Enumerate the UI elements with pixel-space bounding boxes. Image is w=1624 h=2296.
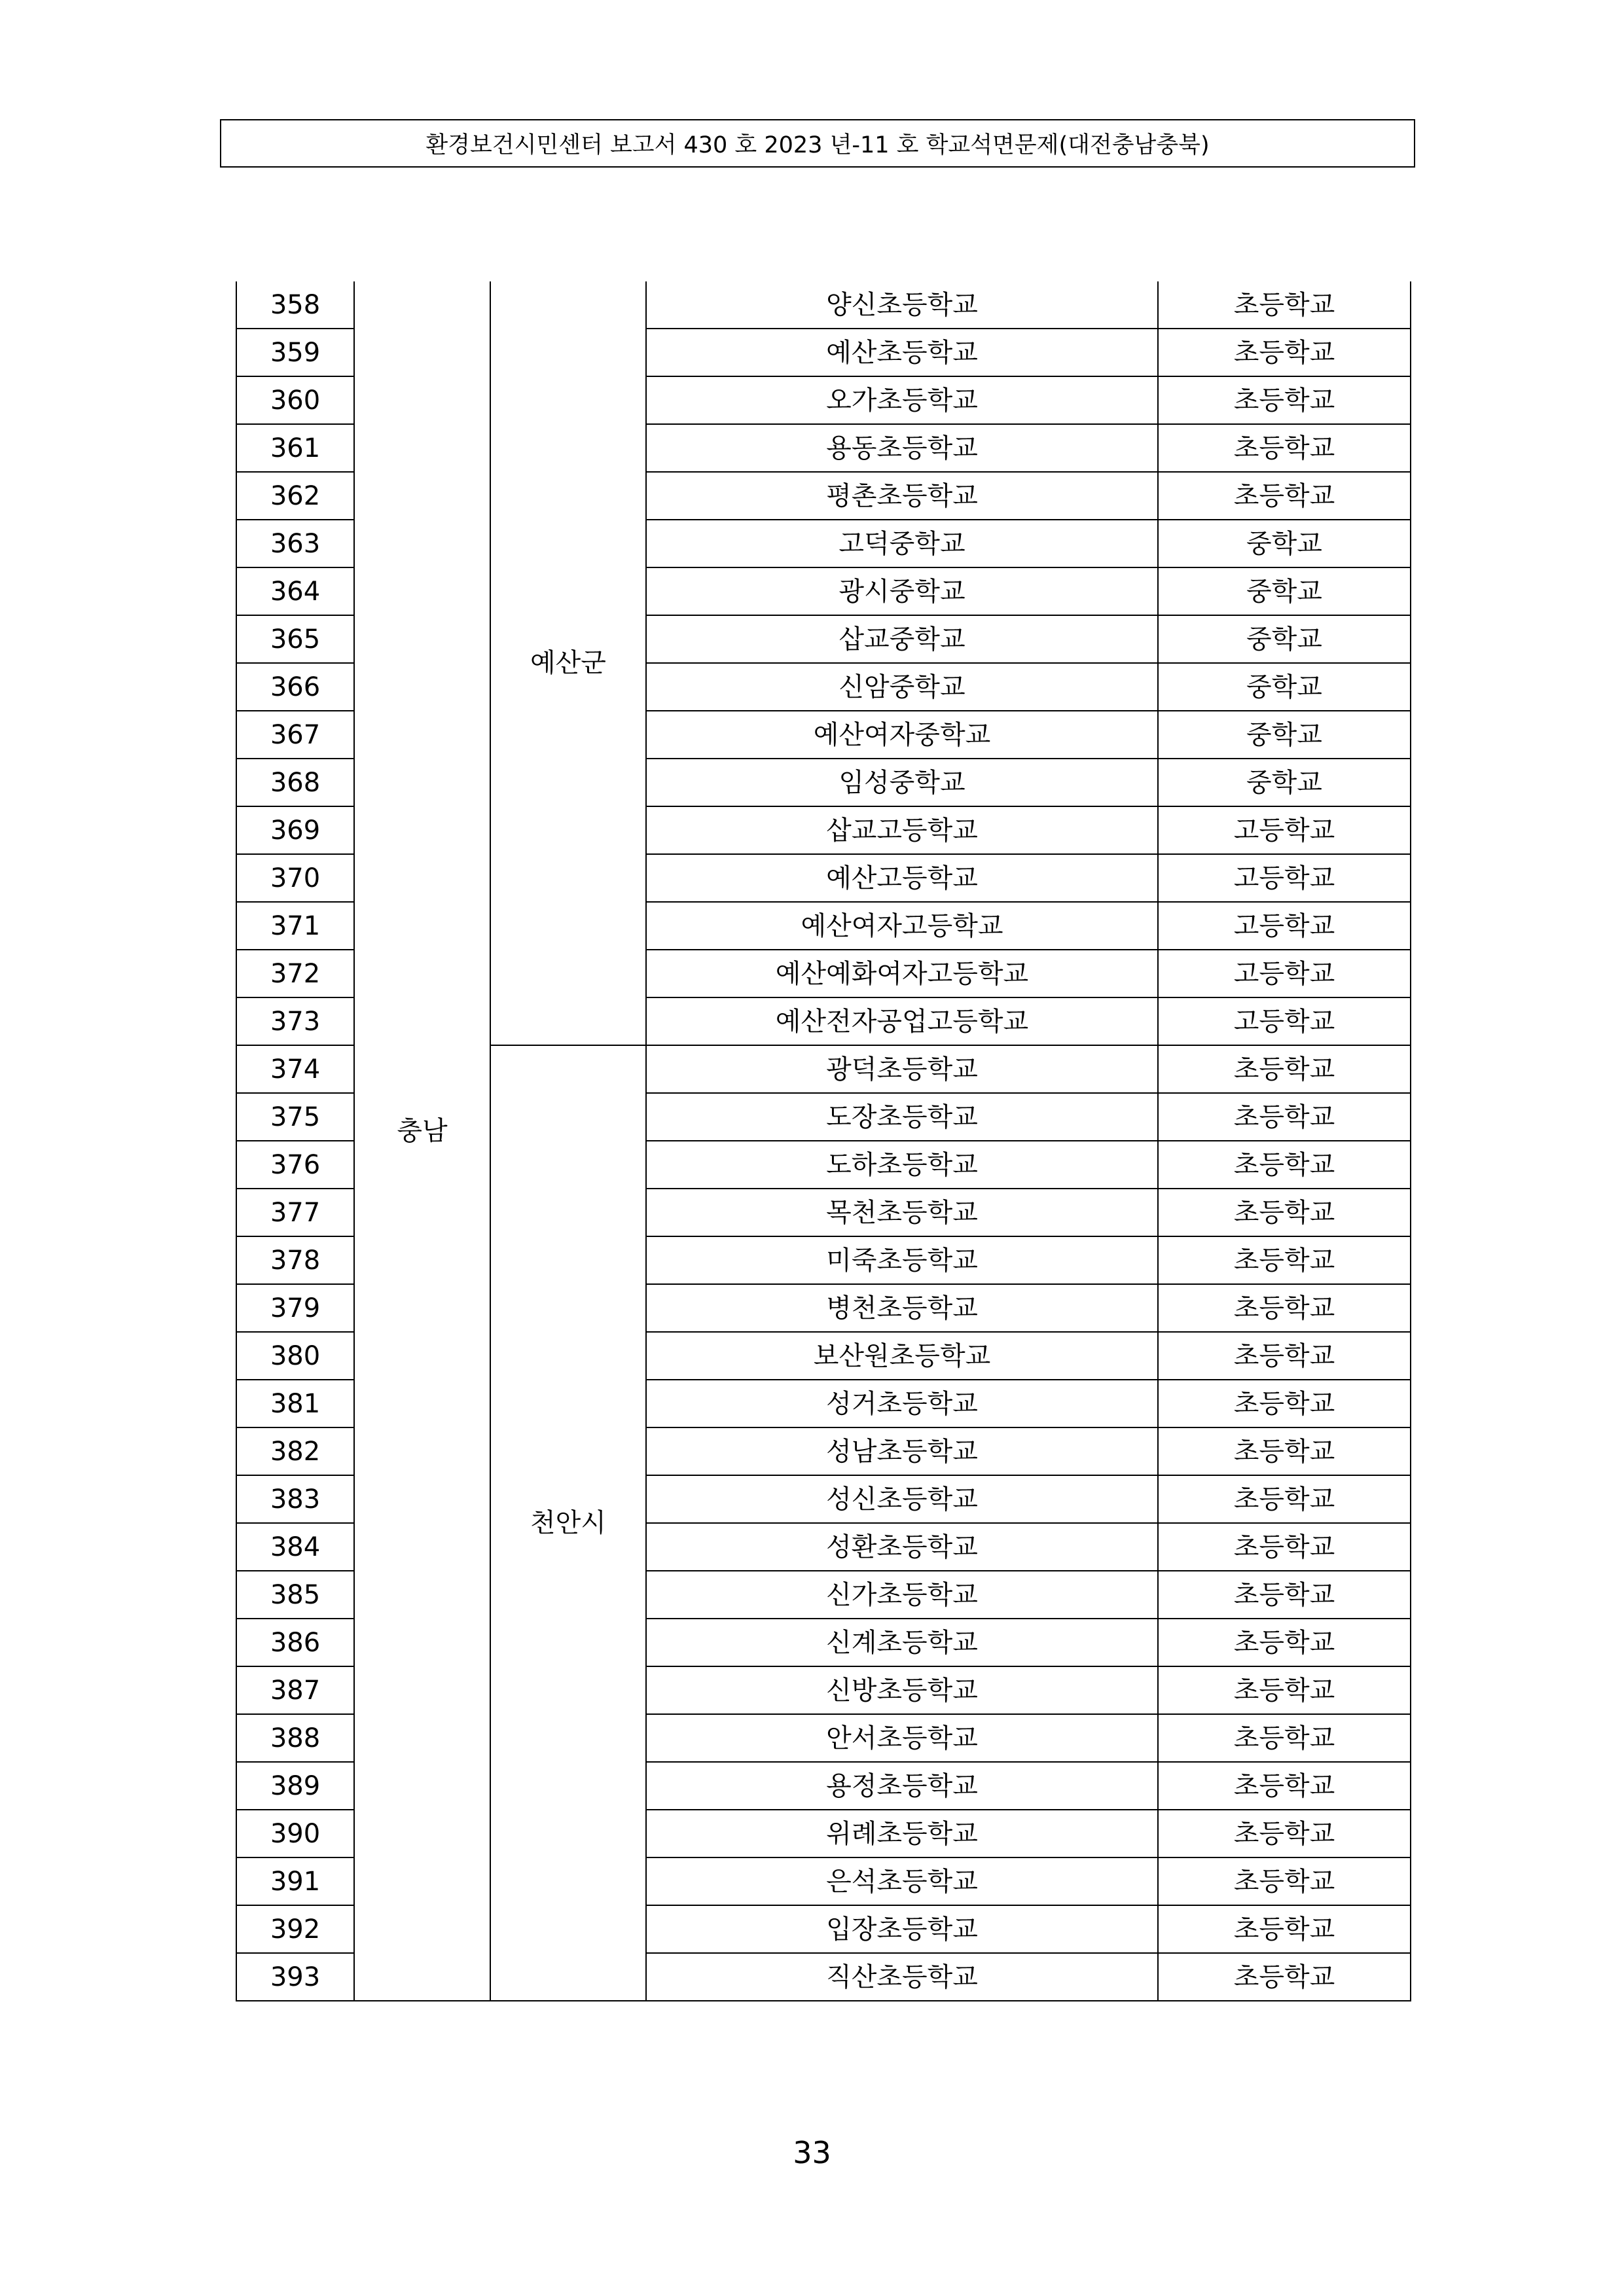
school-name: 안서초등학교 xyxy=(646,1714,1158,1762)
school-name: 은석초등학교 xyxy=(646,1857,1158,1905)
school-type: 초등학교 xyxy=(1158,281,1411,329)
school-type: 초등학교 xyxy=(1158,472,1411,520)
school-name: 성신초등학교 xyxy=(646,1475,1158,1523)
school-type: 초등학교 xyxy=(1158,1953,1411,2001)
school-name: 삽교고등학교 xyxy=(646,806,1158,854)
row-number: 371 xyxy=(236,902,354,950)
table-row xyxy=(236,281,1411,329)
school-type: 초등학교 xyxy=(1158,1619,1411,1666)
row-number: 370 xyxy=(236,854,354,902)
region-cell: 충남 xyxy=(354,281,490,2001)
row-number: 382 xyxy=(236,1427,354,1475)
row-number: 388 xyxy=(236,1714,354,1762)
school-type: 초등학교 xyxy=(1158,1332,1411,1380)
row-number: 369 xyxy=(236,806,354,854)
school-type: 초등학교 xyxy=(1158,1523,1411,1571)
row-number: 381 xyxy=(236,1380,354,1427)
school-name: 직산초등학교 xyxy=(646,1953,1158,2001)
row-number: 389 xyxy=(236,1762,354,1810)
school-type: 초등학교 xyxy=(1158,424,1411,472)
row-number: 363 xyxy=(236,520,354,567)
row-number: 379 xyxy=(236,1284,354,1332)
row-number: 375 xyxy=(236,1093,354,1141)
school-name: 용정초등학교 xyxy=(646,1762,1158,1810)
school-type: 초등학교 xyxy=(1158,1666,1411,1714)
school-type: 초등학교 xyxy=(1158,1905,1411,1953)
school-name: 평촌초등학교 xyxy=(646,472,1158,520)
row-number: 387 xyxy=(236,1666,354,1714)
row-number: 383 xyxy=(236,1475,354,1523)
row-number: 393 xyxy=(236,1953,354,2001)
school-type: 초등학교 xyxy=(1158,1189,1411,1236)
school-name: 예산여자고등학교 xyxy=(646,902,1158,950)
school-type: 초등학교 xyxy=(1158,1045,1411,1093)
school-type: 중학교 xyxy=(1158,759,1411,806)
row-number: 376 xyxy=(236,1141,354,1189)
row-number: 386 xyxy=(236,1619,354,1666)
school-name: 병천초등학교 xyxy=(646,1284,1158,1332)
district-cell: 천안시 xyxy=(490,1045,646,2001)
school-type: 초등학교 xyxy=(1158,1427,1411,1475)
school-name: 예산초등학교 xyxy=(646,329,1158,376)
school-type: 초등학교 xyxy=(1158,376,1411,424)
row-number: 361 xyxy=(236,424,354,472)
school-type: 초등학교 xyxy=(1158,1093,1411,1141)
row-number: 368 xyxy=(236,759,354,806)
school-type: 초등학교 xyxy=(1158,1236,1411,1284)
school-name: 성거초등학교 xyxy=(646,1380,1158,1427)
report-header-title: 환경보건시민센터 보고서 430 호 2023 년-11 호 학교석면문제(대전충남충북) xyxy=(425,132,1210,158)
school-name: 삽교중학교 xyxy=(646,615,1158,663)
school-name: 임성중학교 xyxy=(646,759,1158,806)
school-type: 고등학교 xyxy=(1158,950,1411,997)
school-name: 광시중학교 xyxy=(646,567,1158,615)
report-header xyxy=(220,119,1415,168)
row-number: 360 xyxy=(236,376,354,424)
school-type: 고등학교 xyxy=(1158,854,1411,902)
school-name: 입장초등학교 xyxy=(646,1905,1158,1953)
school-type: 고등학교 xyxy=(1158,902,1411,950)
school-name: 양신초등학교 xyxy=(646,281,1158,329)
row-number: 373 xyxy=(236,997,354,1045)
school-name: 광덕초등학교 xyxy=(646,1045,1158,1093)
school-type: 초등학교 xyxy=(1158,1475,1411,1523)
school-list-table xyxy=(236,281,1411,2001)
school-name: 용동초등학교 xyxy=(646,424,1158,472)
school-type: 중학교 xyxy=(1158,663,1411,711)
school-name: 미죽초등학교 xyxy=(646,1236,1158,1284)
school-name: 오가초등학교 xyxy=(646,376,1158,424)
school-type: 초등학교 xyxy=(1158,1714,1411,1762)
row-number: 374 xyxy=(236,1045,354,1093)
school-name: 예산전자공업고등학교 xyxy=(646,997,1158,1045)
row-number: 365 xyxy=(236,615,354,663)
row-number: 384 xyxy=(236,1523,354,1571)
school-name: 예산여자중학교 xyxy=(646,711,1158,759)
school-name: 목천초등학교 xyxy=(646,1189,1158,1236)
school-name: 성환초등학교 xyxy=(646,1523,1158,1571)
school-type: 중학교 xyxy=(1158,520,1411,567)
school-type: 고등학교 xyxy=(1158,806,1411,854)
school-name: 신방초등학교 xyxy=(646,1666,1158,1714)
school-type: 중학교 xyxy=(1158,615,1411,663)
row-number: 377 xyxy=(236,1189,354,1236)
row-number: 372 xyxy=(236,950,354,997)
school-type: 고등학교 xyxy=(1158,997,1411,1045)
school-name: 성남초등학교 xyxy=(646,1427,1158,1475)
school-type: 초등학교 xyxy=(1158,1284,1411,1332)
school-type: 초등학교 xyxy=(1158,1857,1411,1905)
row-number: 385 xyxy=(236,1571,354,1619)
school-name: 도장초등학교 xyxy=(646,1093,1158,1141)
school-name: 예산고등학교 xyxy=(646,854,1158,902)
row-number: 358 xyxy=(236,281,354,329)
school-name: 신계초등학교 xyxy=(646,1619,1158,1666)
row-number: 364 xyxy=(236,567,354,615)
school-name: 예산예화여자고등학교 xyxy=(646,950,1158,997)
school-type: 초등학교 xyxy=(1158,1380,1411,1427)
school-name: 도하초등학교 xyxy=(646,1141,1158,1189)
school-type: 초등학교 xyxy=(1158,1571,1411,1619)
row-number: 366 xyxy=(236,663,354,711)
school-name: 보산원초등학교 xyxy=(646,1332,1158,1380)
school-type: 초등학교 xyxy=(1158,1762,1411,1810)
school-name: 위례초등학교 xyxy=(646,1810,1158,1857)
school-type: 초등학교 xyxy=(1158,1810,1411,1857)
row-number: 367 xyxy=(236,711,354,759)
school-type: 중학교 xyxy=(1158,711,1411,759)
school-name: 신암중학교 xyxy=(646,663,1158,711)
district-cell: 예산군 xyxy=(490,281,646,1045)
school-name: 신가초등학교 xyxy=(646,1571,1158,1619)
row-number: 380 xyxy=(236,1332,354,1380)
school-type: 초등학교 xyxy=(1158,329,1411,376)
page-number: 33 xyxy=(793,2135,831,2170)
row-number: 378 xyxy=(236,1236,354,1284)
row-number: 362 xyxy=(236,472,354,520)
school-list-body xyxy=(236,281,1411,2001)
row-number: 390 xyxy=(236,1810,354,1857)
row-number: 391 xyxy=(236,1857,354,1905)
school-type: 중학교 xyxy=(1158,567,1411,615)
row-number: 359 xyxy=(236,329,354,376)
school-type: 초등학교 xyxy=(1158,1141,1411,1189)
school-name: 고덕중학교 xyxy=(646,520,1158,567)
row-number: 392 xyxy=(236,1905,354,1953)
